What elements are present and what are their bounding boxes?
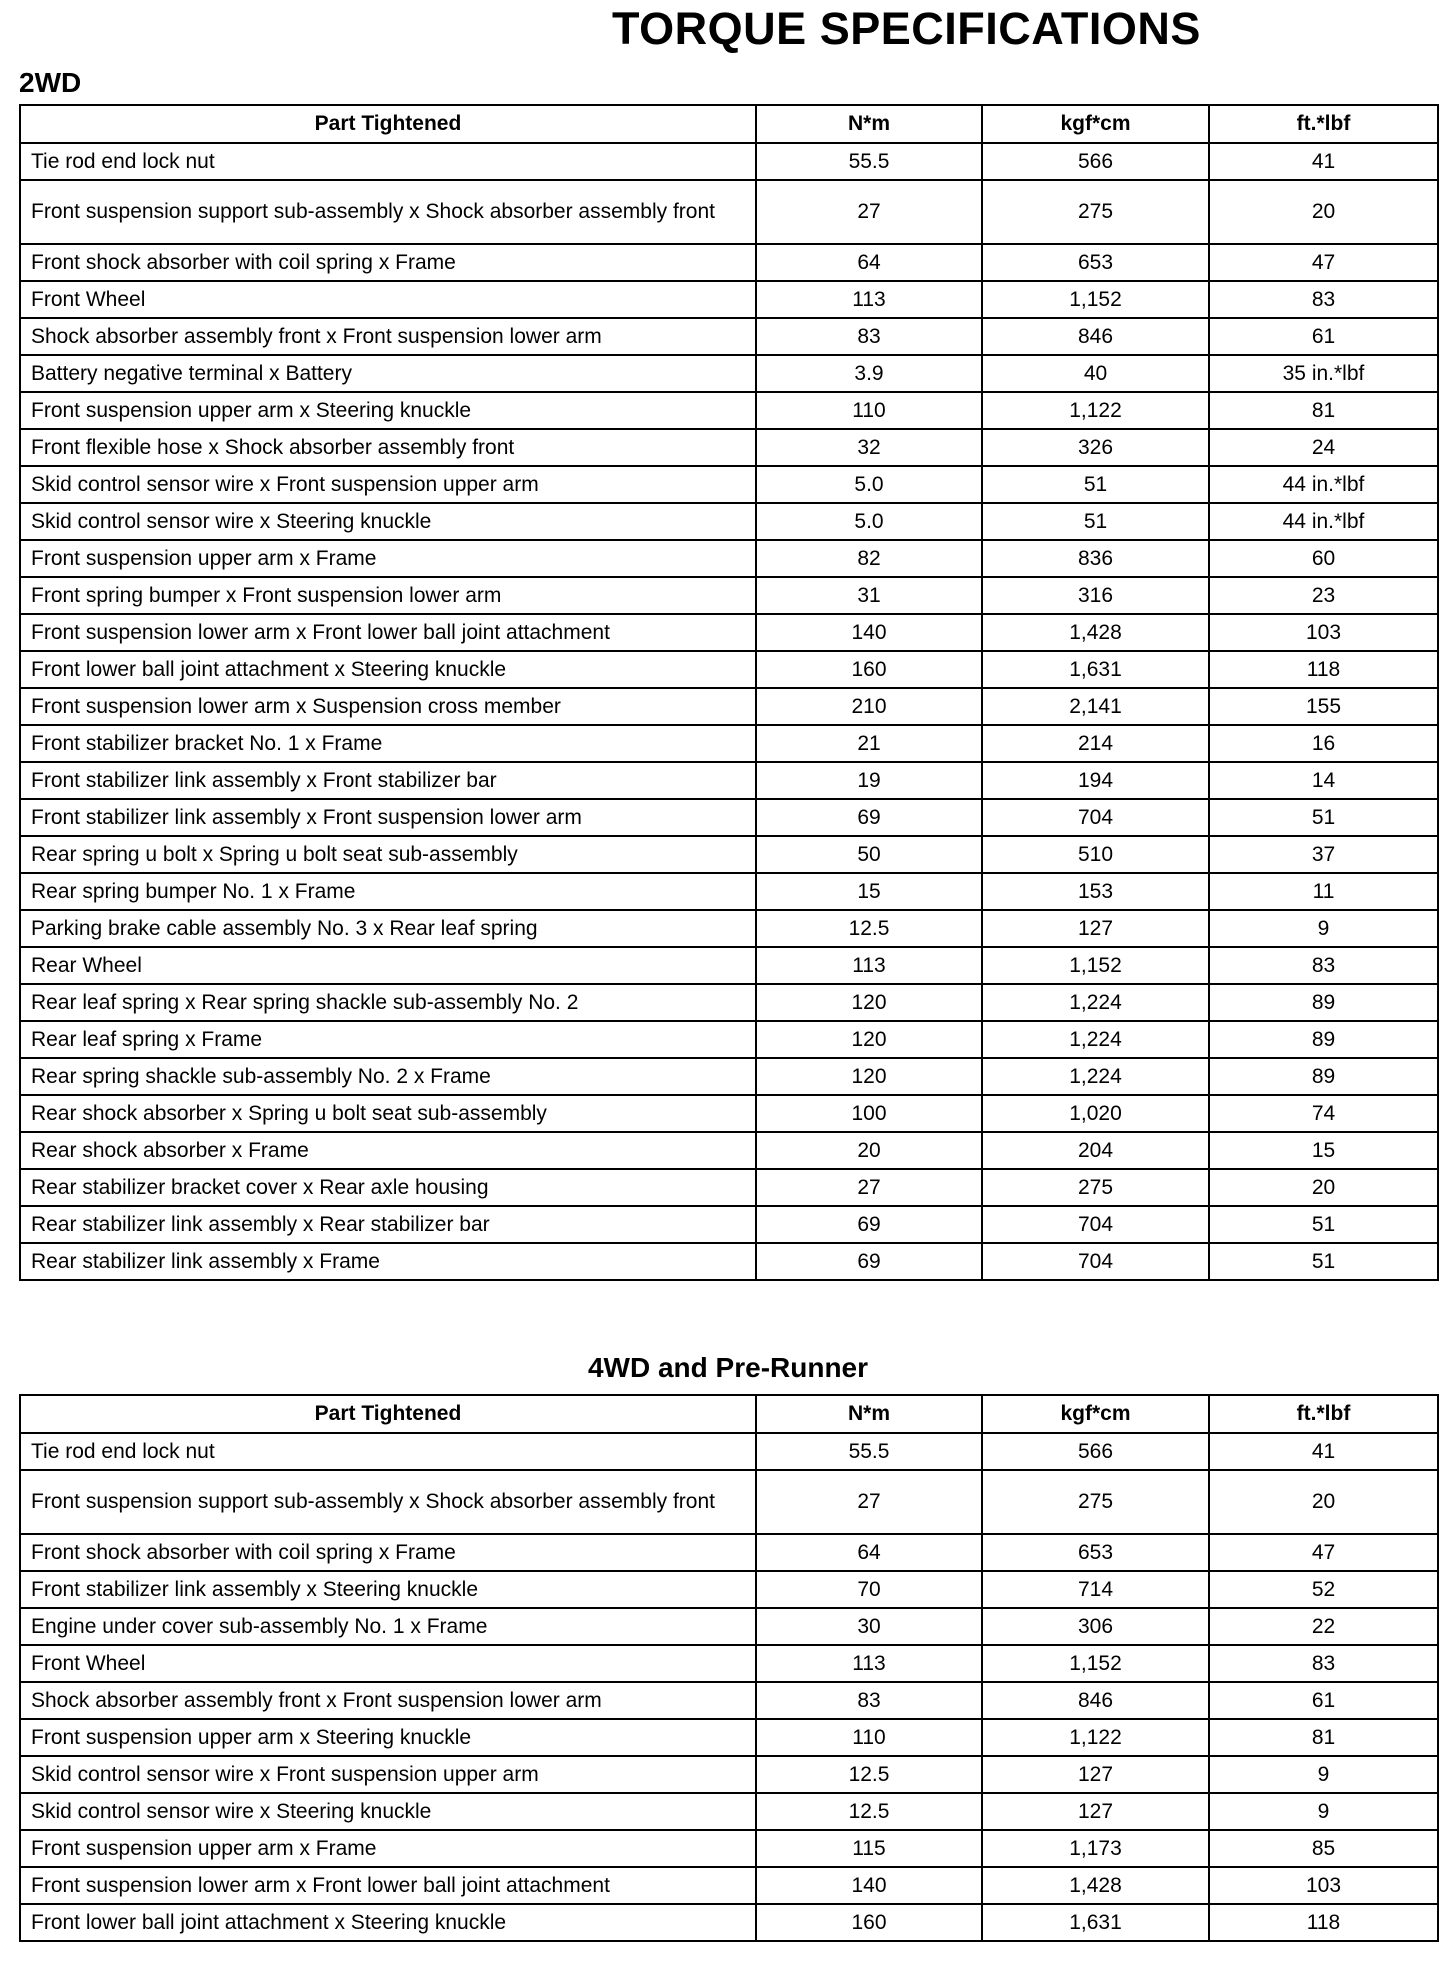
nm-cell: 3.9 — [756, 355, 982, 392]
table-row — [20, 984, 1438, 1021]
kgf-cell: 510 — [982, 836, 1209, 873]
nm-cell: 5.0 — [756, 466, 982, 503]
kgf-cell: 1,173 — [982, 1830, 1209, 1867]
ft-cell: 74 — [1209, 1095, 1438, 1132]
ft-cell: 41 — [1209, 1433, 1438, 1470]
table-row — [20, 503, 1438, 540]
part-cell: Front stabilizer link assembly x Front stabilizer bar — [20, 762, 756, 799]
ft-cell: 51 — [1209, 1243, 1438, 1280]
kgf-cell: 1,224 — [982, 984, 1209, 1021]
nm-cell: 113 — [756, 281, 982, 318]
part-cell: Tie rod end lock nut — [20, 143, 756, 180]
table-row — [20, 1169, 1438, 1206]
kgf-cell: 214 — [982, 725, 1209, 762]
table-row — [20, 318, 1438, 355]
nm-cell: 30 — [756, 1608, 982, 1645]
table-row — [20, 947, 1438, 984]
table-row — [20, 1830, 1438, 1867]
nm-cell: 120 — [756, 1058, 982, 1095]
ft-cell: 51 — [1209, 799, 1438, 836]
nm-cell: 110 — [756, 392, 982, 429]
ft-cell: 16 — [1209, 725, 1438, 762]
ft-cell: 83 — [1209, 1645, 1438, 1682]
nm-cell: 15 — [756, 873, 982, 910]
part-cell: Front suspension support sub-assembly x Shock absorber assembly front — [20, 1470, 756, 1534]
ft-cell: 89 — [1209, 1058, 1438, 1095]
kgf-cell: 127 — [982, 1793, 1209, 1830]
part-cell: Rear spring bumper No. 1 x Frame — [20, 873, 756, 910]
part-cell: Front spring bumper x Front suspension lower arm — [20, 577, 756, 614]
part-cell: Front suspension lower arm x Suspension cross member — [20, 688, 756, 725]
kgf-cell: 1,631 — [982, 1904, 1209, 1941]
ft-cell: 61 — [1209, 1682, 1438, 1719]
kgf-cell: 306 — [982, 1608, 1209, 1645]
ft-cell: 23 — [1209, 577, 1438, 614]
ft-cell: 20 — [1209, 1169, 1438, 1206]
kgf-cell: 836 — [982, 540, 1209, 577]
part-cell: Rear leaf spring x Frame — [20, 1021, 756, 1058]
part-cell: Skid control sensor wire x Front suspension upper arm — [20, 1756, 756, 1793]
nm-cell: 100 — [756, 1095, 982, 1132]
part-cell: Front suspension lower arm x Front lower ball joint attachment — [20, 614, 756, 651]
kgf-cell: 1,152 — [982, 281, 1209, 318]
page-title: TORQUE SPECIFICATIONS — [612, 3, 1201, 54]
section-heading-2wd: 2WD — [19, 67, 82, 98]
ft-cell: 83 — [1209, 281, 1438, 318]
kgf-cell: 194 — [982, 762, 1209, 799]
table-row — [20, 1608, 1438, 1645]
nm-cell: 160 — [756, 651, 982, 688]
kgf-cell: 846 — [982, 1682, 1209, 1719]
nm-cell: 210 — [756, 688, 982, 725]
part-cell: Shock absorber assembly front x Front suspension lower arm — [20, 1682, 756, 1719]
part-cell: Parking brake cable assembly No. 3 x Rear leaf spring — [20, 910, 756, 947]
part-cell: Rear spring u bolt x Spring u bolt seat sub-assembly — [20, 836, 756, 873]
part-cell: Front lower ball joint attachment x Steering knuckle — [20, 651, 756, 688]
table-row — [20, 836, 1438, 873]
ft-cell: 61 — [1209, 318, 1438, 355]
nm-cell: 110 — [756, 1719, 982, 1756]
table-row — [20, 688, 1438, 725]
table-row — [20, 244, 1438, 281]
part-cell: Rear stabilizer link assembly x Frame — [20, 1243, 756, 1280]
kgf-cell: 714 — [982, 1571, 1209, 1608]
table-row — [20, 725, 1438, 762]
table-row — [20, 1867, 1438, 1904]
nm-cell: 120 — [756, 984, 982, 1021]
ft-cell: 9 — [1209, 1756, 1438, 1793]
nm-cell: 64 — [756, 244, 982, 281]
part-cell: Front lower ball joint attachment x Steering knuckle — [20, 1904, 756, 1941]
table-row — [20, 762, 1438, 799]
ft-cell: 15 — [1209, 1132, 1438, 1169]
nm-cell: 27 — [756, 1169, 982, 1206]
table-row — [20, 1904, 1438, 1941]
nm-cell: 113 — [756, 947, 982, 984]
nm-cell: 160 — [756, 1904, 982, 1941]
nm-cell: 69 — [756, 799, 982, 836]
nm-cell: 82 — [756, 540, 982, 577]
nm-cell: 32 — [756, 429, 982, 466]
part-cell: Rear stabilizer bracket cover x Rear axle housing — [20, 1169, 756, 1206]
table-row — [20, 1571, 1438, 1608]
table-row — [20, 1645, 1438, 1682]
kgf-cell: 40 — [982, 355, 1209, 392]
nm-cell: 55.5 — [756, 143, 982, 180]
kgf-cell: 204 — [982, 1132, 1209, 1169]
column-header-part: Part Tightened — [20, 105, 756, 143]
table-row — [20, 180, 1438, 244]
kgf-cell: 326 — [982, 429, 1209, 466]
nm-cell: 140 — [756, 1867, 982, 1904]
ft-cell: 44 in.*lbf — [1209, 466, 1438, 503]
kgf-cell: 1,631 — [982, 651, 1209, 688]
ft-cell: 52 — [1209, 1571, 1438, 1608]
column-header-nm: N*m — [756, 105, 982, 143]
ft-cell: 85 — [1209, 1830, 1438, 1867]
kgf-cell: 653 — [982, 1534, 1209, 1571]
ft-cell: 35 in.*lbf — [1209, 355, 1438, 392]
kgf-cell: 127 — [982, 910, 1209, 947]
table-row — [20, 1058, 1438, 1095]
section-heading-4wd: 4WD and Pre-Runner — [587, 1352, 869, 1383]
table-row — [20, 614, 1438, 651]
part-cell: Front suspension lower arm x Front lower ball joint attachment — [20, 1867, 756, 1904]
table-row — [20, 651, 1438, 688]
part-cell: Front stabilizer bracket No. 1 x Frame — [20, 725, 756, 762]
nm-cell: 83 — [756, 318, 982, 355]
table-row — [20, 429, 1438, 466]
table-row — [20, 799, 1438, 836]
column-header-kgf: kgf*cm — [982, 105, 1209, 143]
table-row — [20, 1756, 1438, 1793]
ft-cell: 155 — [1209, 688, 1438, 725]
kgf-cell: 1,152 — [982, 1645, 1209, 1682]
part-cell: Front Wheel — [20, 1645, 756, 1682]
part-cell: Front shock absorber with coil spring x Frame — [20, 1534, 756, 1571]
kgf-cell: 704 — [982, 1243, 1209, 1280]
table-row — [20, 466, 1438, 503]
part-cell: Tie rod end lock nut — [20, 1433, 756, 1470]
ft-cell: 60 — [1209, 540, 1438, 577]
part-cell: Rear stabilizer link assembly x Rear stabilizer bar — [20, 1206, 756, 1243]
part-cell: Battery negative terminal x Battery — [20, 355, 756, 392]
table-header-row — [20, 105, 1438, 143]
ft-cell: 11 — [1209, 873, 1438, 910]
kgf-cell: 316 — [982, 577, 1209, 614]
part-cell: Front stabilizer link assembly x Front suspension lower arm — [20, 799, 756, 836]
ft-cell: 118 — [1209, 651, 1438, 688]
ft-cell: 22 — [1209, 1608, 1438, 1645]
nm-cell: 55.5 — [756, 1433, 982, 1470]
table-row — [20, 577, 1438, 614]
part-cell: Front suspension upper arm x Frame — [20, 540, 756, 577]
kgf-cell: 1,152 — [982, 947, 1209, 984]
nm-cell: 12.5 — [756, 1756, 982, 1793]
nm-cell: 113 — [756, 1645, 982, 1682]
part-cell: Rear shock absorber x Spring u bolt seat sub-assembly — [20, 1095, 756, 1132]
ft-cell: 9 — [1209, 910, 1438, 947]
nm-cell: 83 — [756, 1682, 982, 1719]
table-row — [20, 873, 1438, 910]
part-cell: Front suspension upper arm x Frame — [20, 1830, 756, 1867]
kgf-cell: 127 — [982, 1756, 1209, 1793]
part-cell: Shock absorber assembly front x Front suspension lower arm — [20, 318, 756, 355]
part-cell: Front flexible hose x Shock absorber assembly front — [20, 429, 756, 466]
table-row — [20, 1470, 1438, 1534]
nm-cell: 31 — [756, 577, 982, 614]
kgf-cell: 51 — [982, 466, 1209, 503]
column-header-kgf: kgf*cm — [982, 1395, 1209, 1433]
table-row — [20, 1433, 1438, 1470]
ft-cell: 89 — [1209, 1021, 1438, 1058]
table-row — [20, 1793, 1438, 1830]
table-row — [20, 1719, 1438, 1756]
part-cell: Rear spring shackle sub-assembly No. 2 x Frame — [20, 1058, 756, 1095]
ft-cell: 20 — [1209, 1470, 1438, 1534]
table-row — [20, 392, 1438, 429]
column-header-part: Part Tightened — [20, 1395, 756, 1433]
ft-cell: 83 — [1209, 947, 1438, 984]
nm-cell: 120 — [756, 1021, 982, 1058]
table-header-row — [20, 1395, 1438, 1433]
part-cell: Rear Wheel — [20, 947, 756, 984]
kgf-cell: 275 — [982, 180, 1209, 244]
ft-cell: 20 — [1209, 180, 1438, 244]
ft-cell: 41 — [1209, 143, 1438, 180]
ft-cell: 14 — [1209, 762, 1438, 799]
nm-cell: 140 — [756, 614, 982, 651]
part-cell: Engine under cover sub-assembly No. 1 x Frame — [20, 1608, 756, 1645]
nm-cell: 69 — [756, 1206, 982, 1243]
kgf-cell: 566 — [982, 143, 1209, 180]
part-cell: Rear shock absorber x Frame — [20, 1132, 756, 1169]
kgf-cell: 566 — [982, 1433, 1209, 1470]
kgf-cell: 1,224 — [982, 1021, 1209, 1058]
column-header-ft: ft.*lbf — [1209, 105, 1438, 143]
nm-cell: 12.5 — [756, 1793, 982, 1830]
part-cell: Front shock absorber with coil spring x Frame — [20, 244, 756, 281]
torque-table-4wd — [19, 1394, 1439, 1942]
kgf-cell: 1,428 — [982, 1867, 1209, 1904]
ft-cell: 81 — [1209, 392, 1438, 429]
nm-cell: 21 — [756, 725, 982, 762]
part-cell: Skid control sensor wire x Steering knuckle — [20, 1793, 756, 1830]
table-row — [20, 1021, 1438, 1058]
table-row — [20, 1534, 1438, 1571]
nm-cell: 27 — [756, 1470, 982, 1534]
nm-cell: 64 — [756, 1534, 982, 1571]
nm-cell: 5.0 — [756, 503, 982, 540]
table-body — [20, 143, 1438, 1280]
ft-cell: 51 — [1209, 1206, 1438, 1243]
column-header-ft: ft.*lbf — [1209, 1395, 1438, 1433]
ft-cell: 47 — [1209, 244, 1438, 281]
ft-cell: 47 — [1209, 1534, 1438, 1571]
nm-cell: 20 — [756, 1132, 982, 1169]
table-row — [20, 540, 1438, 577]
ft-cell: 118 — [1209, 1904, 1438, 1941]
part-cell: Rear leaf spring x Rear spring shackle sub-assembly No. 2 — [20, 984, 756, 1021]
nm-cell: 70 — [756, 1571, 982, 1608]
kgf-cell: 2,141 — [982, 688, 1209, 725]
kgf-cell: 846 — [982, 318, 1209, 355]
table-row — [20, 281, 1438, 318]
part-cell: Front suspension support sub-assembly x Shock absorber assembly front — [20, 180, 756, 244]
nm-cell: 50 — [756, 836, 982, 873]
part-cell: Front stabilizer link assembly x Steering knuckle — [20, 1571, 756, 1608]
nm-cell: 19 — [756, 762, 982, 799]
nm-cell: 69 — [756, 1243, 982, 1280]
kgf-cell: 653 — [982, 244, 1209, 281]
nm-cell: 12.5 — [756, 910, 982, 947]
part-cell: Skid control sensor wire x Steering knuckle — [20, 503, 756, 540]
torque-table-2wd — [19, 104, 1439, 1281]
kgf-cell: 1,020 — [982, 1095, 1209, 1132]
table-row — [20, 1682, 1438, 1719]
table-row — [20, 355, 1438, 392]
kgf-cell: 1,122 — [982, 392, 1209, 429]
kgf-cell: 1,224 — [982, 1058, 1209, 1095]
kgf-cell: 704 — [982, 799, 1209, 836]
ft-cell: 81 — [1209, 1719, 1438, 1756]
column-header-nm: N*m — [756, 1395, 982, 1433]
ft-cell: 103 — [1209, 614, 1438, 651]
ft-cell: 37 — [1209, 836, 1438, 873]
kgf-cell: 1,122 — [982, 1719, 1209, 1756]
table-body — [20, 1433, 1438, 1941]
kgf-cell: 1,428 — [982, 614, 1209, 651]
part-cell: Front Wheel — [20, 281, 756, 318]
table-row — [20, 1243, 1438, 1280]
kgf-cell: 153 — [982, 873, 1209, 910]
table-row — [20, 1132, 1438, 1169]
kgf-cell: 704 — [982, 1206, 1209, 1243]
table-row — [20, 1206, 1438, 1243]
ft-cell: 44 in.*lbf — [1209, 503, 1438, 540]
kgf-cell: 51 — [982, 503, 1209, 540]
ft-cell: 24 — [1209, 429, 1438, 466]
part-cell: Skid control sensor wire x Front suspension upper arm — [20, 466, 756, 503]
ft-cell: 103 — [1209, 1867, 1438, 1904]
nm-cell: 27 — [756, 180, 982, 244]
table-row — [20, 1095, 1438, 1132]
table-row — [20, 910, 1438, 947]
kgf-cell: 275 — [982, 1169, 1209, 1206]
kgf-cell: 275 — [982, 1470, 1209, 1534]
part-cell: Front suspension upper arm x Steering knuckle — [20, 392, 756, 429]
ft-cell: 89 — [1209, 984, 1438, 1021]
table-row — [20, 143, 1438, 180]
nm-cell: 115 — [756, 1830, 982, 1867]
ft-cell: 9 — [1209, 1793, 1438, 1830]
part-cell: Front suspension upper arm x Steering knuckle — [20, 1719, 756, 1756]
